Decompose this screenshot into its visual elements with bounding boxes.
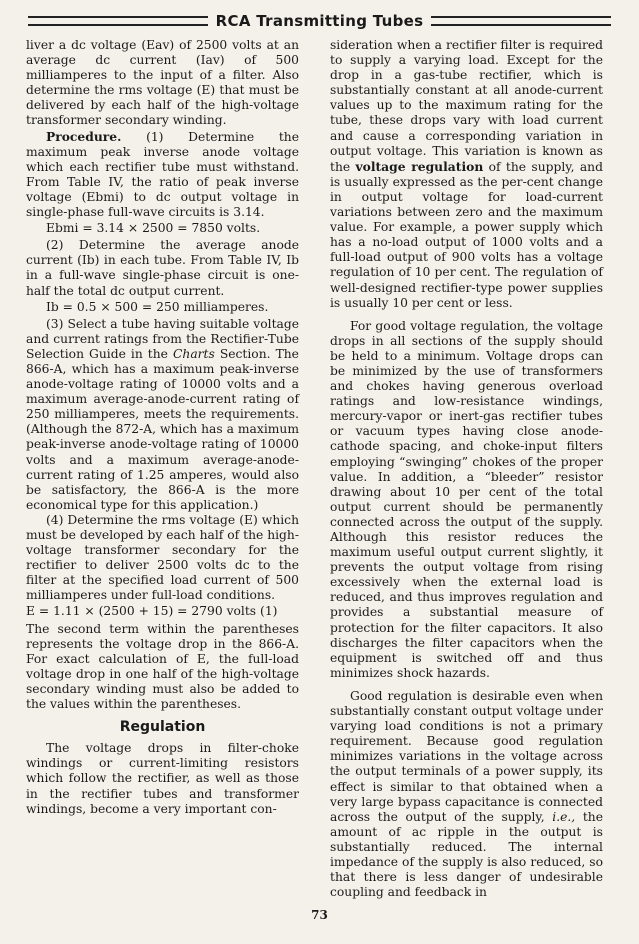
- procedure-step-2: (2) Determine the average anode current (Ib) in each tube. From Table IV, Ib in a full-wave single-phase circuit is one-half the total dc output current.: [26, 238, 299, 298]
- step-3-text-a: (3) Select a tube having suitable voltage and current ratings from the Rectifier-Tube Selection Guide in the: [26, 316, 299, 361]
- procedure-step-4: (4) Determine the rms voltage (E) which must be developed by each half of the high-voltage transformer secondary for the rectifier to deliver 2500 volts dc to the filter at the specified load current of 500 milliamperes under full-load conditions.: [26, 512, 299, 603]
- step-3-italic: Charts: [172, 346, 215, 361]
- intro-paragraph: liver a dc voltage (Eav) of 2500 volts at an average dc current (Iav) of 500 milliamperes to the input of a filter. Also determine the rms voltage (E) that must be delivered by each half of the high-voltage transformer secondary winding.: [26, 38, 299, 128]
- section-heading-regulation: Regulation: [119, 719, 206, 736]
- running-header: [28, 10, 611, 32]
- paragraph-gap: [330, 681, 603, 689]
- equation-3: E = 1.11 × (2500 + 15) = 2790 volts (1): [26, 604, 278, 619]
- right-column: [330, 38, 603, 900]
- step-1-text: (1) Determine the maximum peak inverse anode voltage which each rectifier tube must withstand. From Table IV, the ratio of peak inverse voltage (Ebmi) to dc output voltage in single-phase full-wave circuits is 3.14.: [26, 129, 299, 220]
- equation-2: Ib = 0.5 × 500 = 250 milliamperes.: [46, 299, 269, 314]
- left-column: [26, 38, 299, 817]
- p3-text-b: the amount of ac ripple in the output is substantially reduced. The internal impedance of the supply is also reduced, so that there is less danger of undesirable coupling and feedback in: [330, 809, 603, 900]
- procedure-step-3: [26, 317, 299, 513]
- procedure-label: Procedure.: [46, 128, 122, 144]
- voltage-regulation-term: voltage regulation: [355, 158, 484, 174]
- regulation-paragraph-2: For good voltage regulation, the voltage drops in all sections of the supply should be held to a minimum. Voltage drops can be minimized by the use of transformers and chokes having generous overload ratings and low-resistance windings, mercury-vapor or inert-gas rectifier tubes or vacuum types having close anode-cathode spacing, and choke-input filters employing “swinging” chokes of the proper value. In addition, a “bleeder” resistor drawing about 10 per cent of the total output current should be permanently connected across the output of the supply. Although this resistor reduces the maximum useful output current slightly, it prevents the output voltage from rising excessively when the external load is reduced, and thus improves regulation and provides a substantial measure of protection for the filter capacitors. It also discharges the filter capacitors when the equipment is switched off and thus minimizes shock hazards.: [330, 318, 603, 680]
- after-equation-paragraph: The second term within the parentheses represents the voltage drop in the 866-A. For exact calculation of E, the full-load voltage drop in one half of the high-voltage secondary winding must also be added to the values within the parentheses.: [26, 621, 299, 712]
- p1-text-a: sideration when a rectifier filter is required to supply a varying load. Except for the drop in a gas-tube rectifier, which is substantially constant at all anode-current values up to the maximum rating for the tube, these drops vary with load current and cause a corresponding variation in output voltage. This variation is known as the: [330, 38, 603, 174]
- p3-italic: i.e.,: [552, 809, 576, 824]
- header-title: RCA Transmitting Tubes: [215, 12, 424, 30]
- regulation-paragraph-start: The voltage drops in filter-choke windings or current-limiting resistors which follow the rectifier, as well as those in the rectifier tubes and transformer windings, become a very important con-: [26, 741, 299, 816]
- p3-text-a: Good regulation is desirable even when substantially constant output voltage under varying load conditions is not a primary requirement. Because good regulation minimizes variations in the voltage across the output terminals of a power supply, its effect is similar to that obtained when a very large bypass capacitance is connected across the output of the supply,: [330, 688, 603, 824]
- header-rule-right: [431, 16, 611, 26]
- procedure-step-1: [26, 129, 299, 221]
- paragraph-gap: [330, 311, 603, 319]
- step-3-text-b: Section. The 866-A, which has a maximum peak-inverse anode-voltage rating of 10000 volts and a maximum average-anode-current rating of 250 milliamperes, meets the requirements. (Although the 872-A, which has a maximum peak-inverse anode-voltage rating of 10000 volts and a maximum average-anode-current rating of 1.25 amperes, would also be satisfactory, the 866-A is the more economical type for this application.): [26, 346, 299, 512]
- p1-text-b: of the supply, and is usually expressed as the per-cent change in output voltage for load-current variations between zero and the maximum value. For example, a power supply which has a no-load output of 1000 volts and a full-load output of 900 volts has a voltage regulation of 10 per cent. The regulation of well-designed rectifier-type power supplies is usually 10 per cent or less.: [330, 159, 603, 310]
- regulation-paragraph-3: [330, 689, 603, 900]
- equation-1: Ebmi = 3.14 × 2500 = 7850 volts.: [46, 221, 261, 236]
- regulation-paragraph-1: [330, 38, 603, 311]
- header-rule-left: [28, 16, 208, 26]
- page-number: 73: [311, 908, 328, 922]
